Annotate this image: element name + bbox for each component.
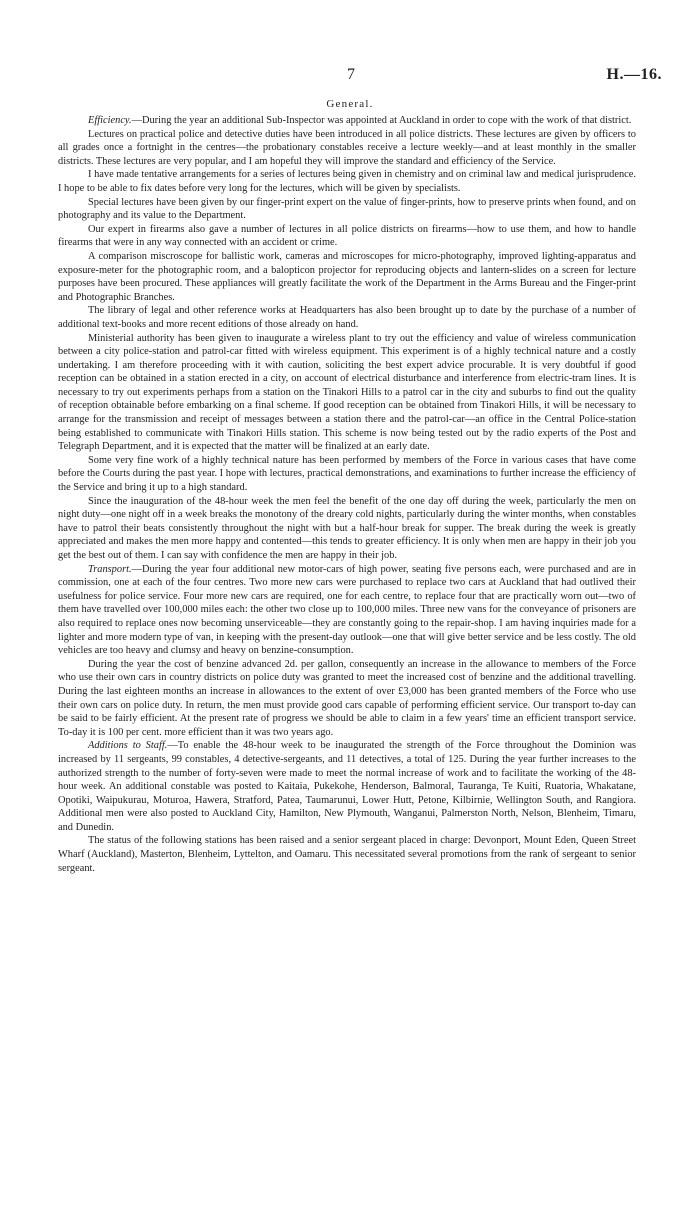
paragraph-text: —During the year an additional Sub-Inspector was appointed at Auckland in order to cope with the work of that district.	[131, 115, 632, 126]
paragraph: Our expert in firearms also gave a number of lectures in all police districts on firearms—how to use them, and how to handle firearms that were in any way connected with an accident or crime.	[58, 223, 636, 249]
body-text	[58, 114, 636, 875]
page-number: 7	[347, 66, 355, 83]
paragraph-text: —To enable the 48-hour week to be inaugurated the strength of the Force throughout the Dominion was increased by 11 sergeants, 99 constables, 4 detective-sergeants, and 11 detectives, a total of 125. During the year further increases to the authorized strength to the number of forty-seven were made to meet the normal increase of work and to facilitate the working of the 48-hour week. An additional constable was posted to Kaitaia, Pukekohe, Henderson, Balmoral, Tauranga, Te Kuiti, Ruatoria, Whakatane, Opotiki, Waipukurau, Moturoa, Hawera, Stratford, Patea, Taumarunui, Lower Hutt, Petone, Kilbirnie, Wellington South, and Rangiora. Additional men were also posted to Auckland City, Hamilton, New Plymouth, Wanganui, Palmerston North, Nelson, Blenheim, Timaru, and Dunedin.	[58, 740, 637, 833]
paragraph: Lectures on practical police and detective duties have been introduced in all police districts. These lectures are given by officers to all grades once a fortnight in the centres—the probationary constables receive a lecture weekly—and at least monthly in the smaller districts. These lectures are very popular, and I am hopeful they will improve the standard and efficiency of the Service.	[58, 128, 636, 167]
paragraph-text: —During the year four additional new motor-cars of high power, seating five persons each, were purchased and are in commission, one at each of the four centres. Two more new cars were purchased to replace two cars at Auckland that had outlived their usefulness for police service. Four more new cars are required, one for each centre, to replace four that are practically worn out—two of them have travelled over 100,000 miles each: the other two close up to 100,000 miles. Three new vans for the conveyance of prisoners are also required to replace ones now becoming unserviceable—they are constantly going to the repair-shop. I am having inquiries made for a lighter and more modern type of van, in keeping with the present-day outlook—one that will give better service and be less costly. The old vehicles are too heavy and clumsy and heavy on benzine-consumption.	[58, 563, 636, 657]
paragraph-transport	[58, 563, 636, 658]
paragraph: During the year the cost of benzine advanced 2d. per gallon, consequently an increase in the allowance to members of the Force who use their own cars in country districts on police duty was granted to meet the increased cost of benzine and the additional travelling. During the last eighteen months an increase in allowances to the extent of over £3,000 has been granted members of the Force who use their own cars on police duty. In return, the men must provide good cars capable of performing efficient service. Our transport to-day can be said to be fairly efficient. At the present rate of progress we should be able to claim in a few years' time an efficient transport service. To-day it is 100 per cent. more efficient than it was two years ago.	[58, 658, 636, 738]
paragraph: The status of the following stations has been raised and a senior sergeant placed in charge: Devonport, Mount Eden, Queen Street Wharf (Auckland), Masterton, Blenheim, Lyttelton, and Oamaru. This necessitated several promotions from the rank of sergeant to senior sergeant.	[58, 835, 636, 874]
paragraph: I have made tentative arrangements for a series of lectures being given in chemistry and on criminal law and medical jurisprudence. I hope to be able to fix dates before very long for the lectures, which will be given by specialists.	[58, 169, 636, 194]
run-in-heading: Efficiency.	[88, 115, 132, 126]
paragraph-additions-to-staff	[58, 739, 636, 834]
paragraph: The library of legal and other reference works at Headquarters has also been brought up to date by the purchase of a number of additional text-books and more recent editions of those already on hand.	[58, 305, 636, 330]
run-in-heading: Transport.	[88, 563, 132, 575]
paragraph: Special lectures have been given by our finger-print expert on the value of finger-prints, how to preserve prints when found, and on photography and its value to the Department.	[58, 196, 636, 222]
paragraph: A comparison miscroscope for ballistic work, cameras and microscopes for micro-photography, improved lighting-apparatus and exposure-meter for the photographic room, and a balopticon projector for reproducing objects and lantern-slides on a screen for lecture purposes have been procured. These appliances will greatly facilitate the work of the Department in the Arms Bureau and the Finger-print and Photographic Branches.	[58, 250, 636, 303]
page-header	[40, 66, 662, 86]
paragraph: Some very fine work of a highly technical nature has been performed by members of the Force in various cases that have come before the Courts during the past year. I hope with lectures, practical demonstrations, and examinations to further increase the efficiency of the Service and bring it up to a high standard.	[58, 454, 636, 494]
paragraph: Ministerial authority has been given to inaugurate a wireless plant to try out the efficiency and value of wireless communication between a city police-station and patrol-car fitted with wireless equipment. This experiment is of a highly technical nature and a costly undertaking. I am therefore proceeding with it with caution, soliciting the best expert advice procurable. It is very doubtful if good reception can be obtained in a station erected in a city, on account of electrical disturbance and interference from electric-tram lines. It is necessary to try out experiments perhaps from a station on the Tinakori Hills to a patrol car in the city and suburbs to find out the quality of reception obtainable before embarking on a final scheme. If good reception can be obtained from Tinakori Hills, it will be necessary to arrange for the transmission and receipt of messages between a station there and the patrol-car—an office in the Central Police-station being established to communicate with Tinakori Hills station. This scheme is now being tested out by the radio experts of the Post and Telegraph Department, and it is expected that the matter will be finalized at an early date.	[58, 332, 636, 453]
paragraph-efficiency	[58, 114, 636, 128]
section-title: General.	[326, 98, 374, 110]
run-in-heading: Additions to Staff.	[88, 740, 168, 752]
paragraph: Since the inauguration of the 48-hour week the men feel the benefit of the one day off during the week, particularly the men on night duty—one night off in a week breaks the monotony of the dreary cold nights, particularly during the winter months, when constables have to patrol their beats consistently throughout the night with but a half-hour break for supper. The break during the week is greatly appreciated and makes the men more happy and contented—this tends to greater efficiency. It is only when men are happy in their job you get the best out of them. I can say with confidence the men are happy in their job.	[58, 495, 636, 561]
document-reference: H.—16.	[606, 66, 662, 83]
